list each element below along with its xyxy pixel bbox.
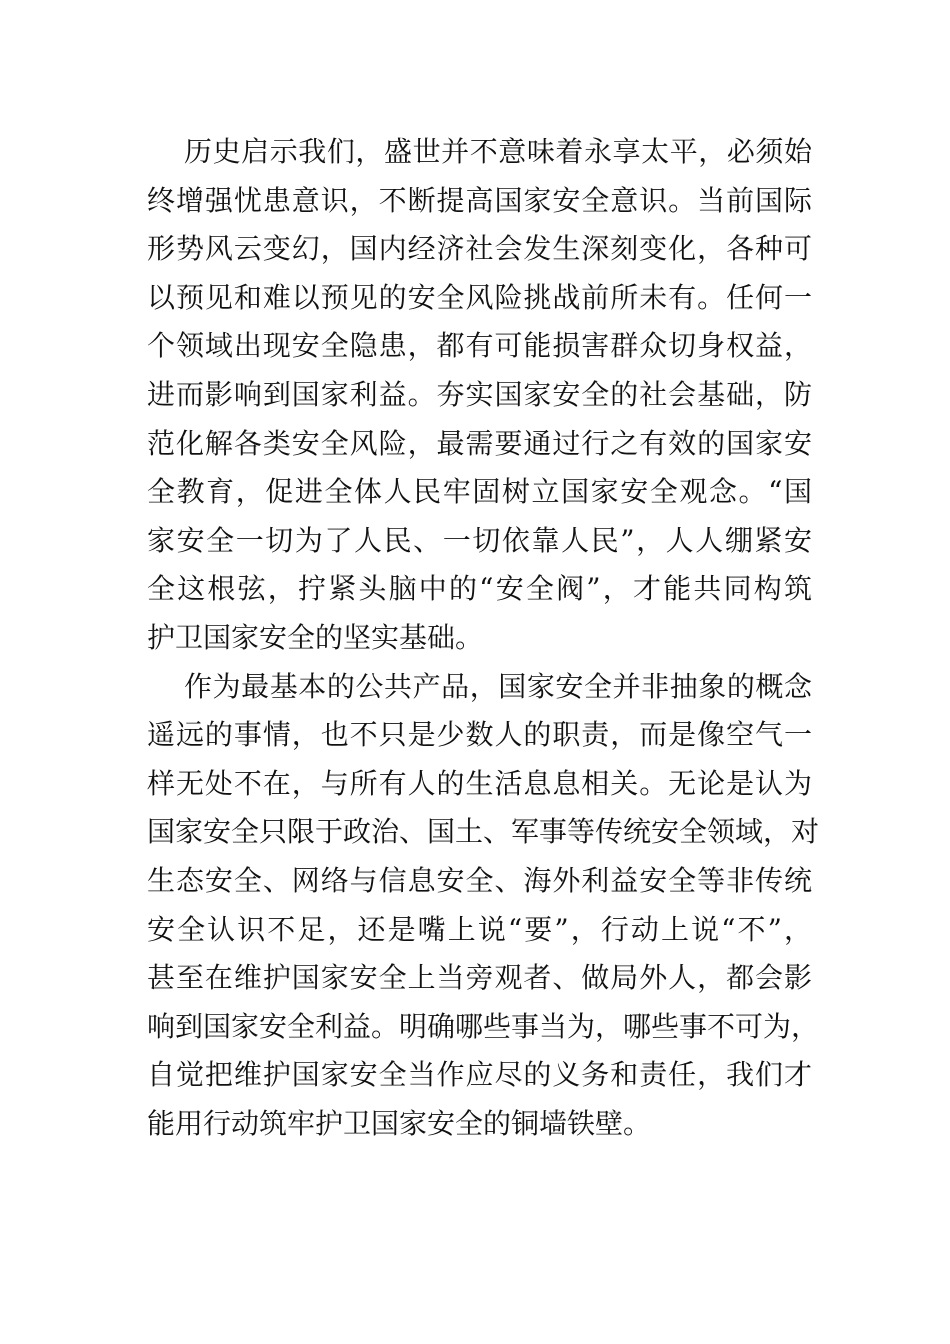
- text-line: 生态安全、网络与信息安全、海外利益安全等非传统: [147, 863, 812, 897]
- text-line: 范化解各类安全风险，最需要通过行之有效的国家安: [147, 426, 812, 460]
- text-line: 个领域出现安全隐患，都有可能损害群众切身权益，: [147, 329, 812, 363]
- paragraph-1: [147, 128, 812, 663]
- text-line: 样无处不在，与所有人的生活息息相关。无论是认为: [147, 766, 812, 800]
- text-line: 进而影响到国家利益。夯实国家安全的社会基础，防: [147, 377, 812, 411]
- text-line: 护卫国家安全的坚实基础。: [147, 620, 484, 654]
- text-line: 响到国家安全利益。明确哪些事当为，哪些事不可为，: [147, 1009, 820, 1043]
- text-line: 能用行动筑牢护卫国家安全的铜墙铁壁。: [147, 1106, 652, 1140]
- text-line: 作为最基本的公共产品，国家安全并非抽象的概念: [184, 669, 812, 703]
- text-line: 全这根弦，拧紧头脑中的“安全阀”，才能共同构筑: [147, 572, 812, 606]
- text-line: 国家安全只限于政治、国土、军事等传统安全领域，对: [147, 815, 820, 849]
- text-line: 安全认识不足，还是嘴上说“要”，行动上说“不”，: [147, 912, 812, 946]
- text-line: 终增强忧患意识，不断提高国家安全意识。当前国际: [147, 183, 812, 217]
- text-line: 遥远的事情，也不只是少数人的职责，而是像空气一: [147, 718, 812, 752]
- text-line: 形势风云变幻，国内经济社会发生深刻变化，各种可: [147, 232, 812, 266]
- text-line: 家安全一切为了人民、一切依靠人民”，人人绷紧安: [147, 523, 812, 557]
- text-line: 自觉把维护国家安全当作应尽的义务和责任，我们才: [147, 1058, 812, 1092]
- text-line: 甚至在维护国家安全上当旁观者、做局外人，都会影: [147, 961, 812, 995]
- paragraph-2: [147, 663, 820, 1149]
- text-line: 历史启示我们，盛世并不意味着永享太平，必须始: [184, 135, 812, 168]
- text-line: 以预见和难以预见的安全风险挑战前所未有。任何一: [147, 280, 812, 314]
- article-body: [147, 128, 820, 1148]
- text-line: 全教育，促进全体人民牢固树立国家安全观念。“国: [147, 475, 812, 509]
